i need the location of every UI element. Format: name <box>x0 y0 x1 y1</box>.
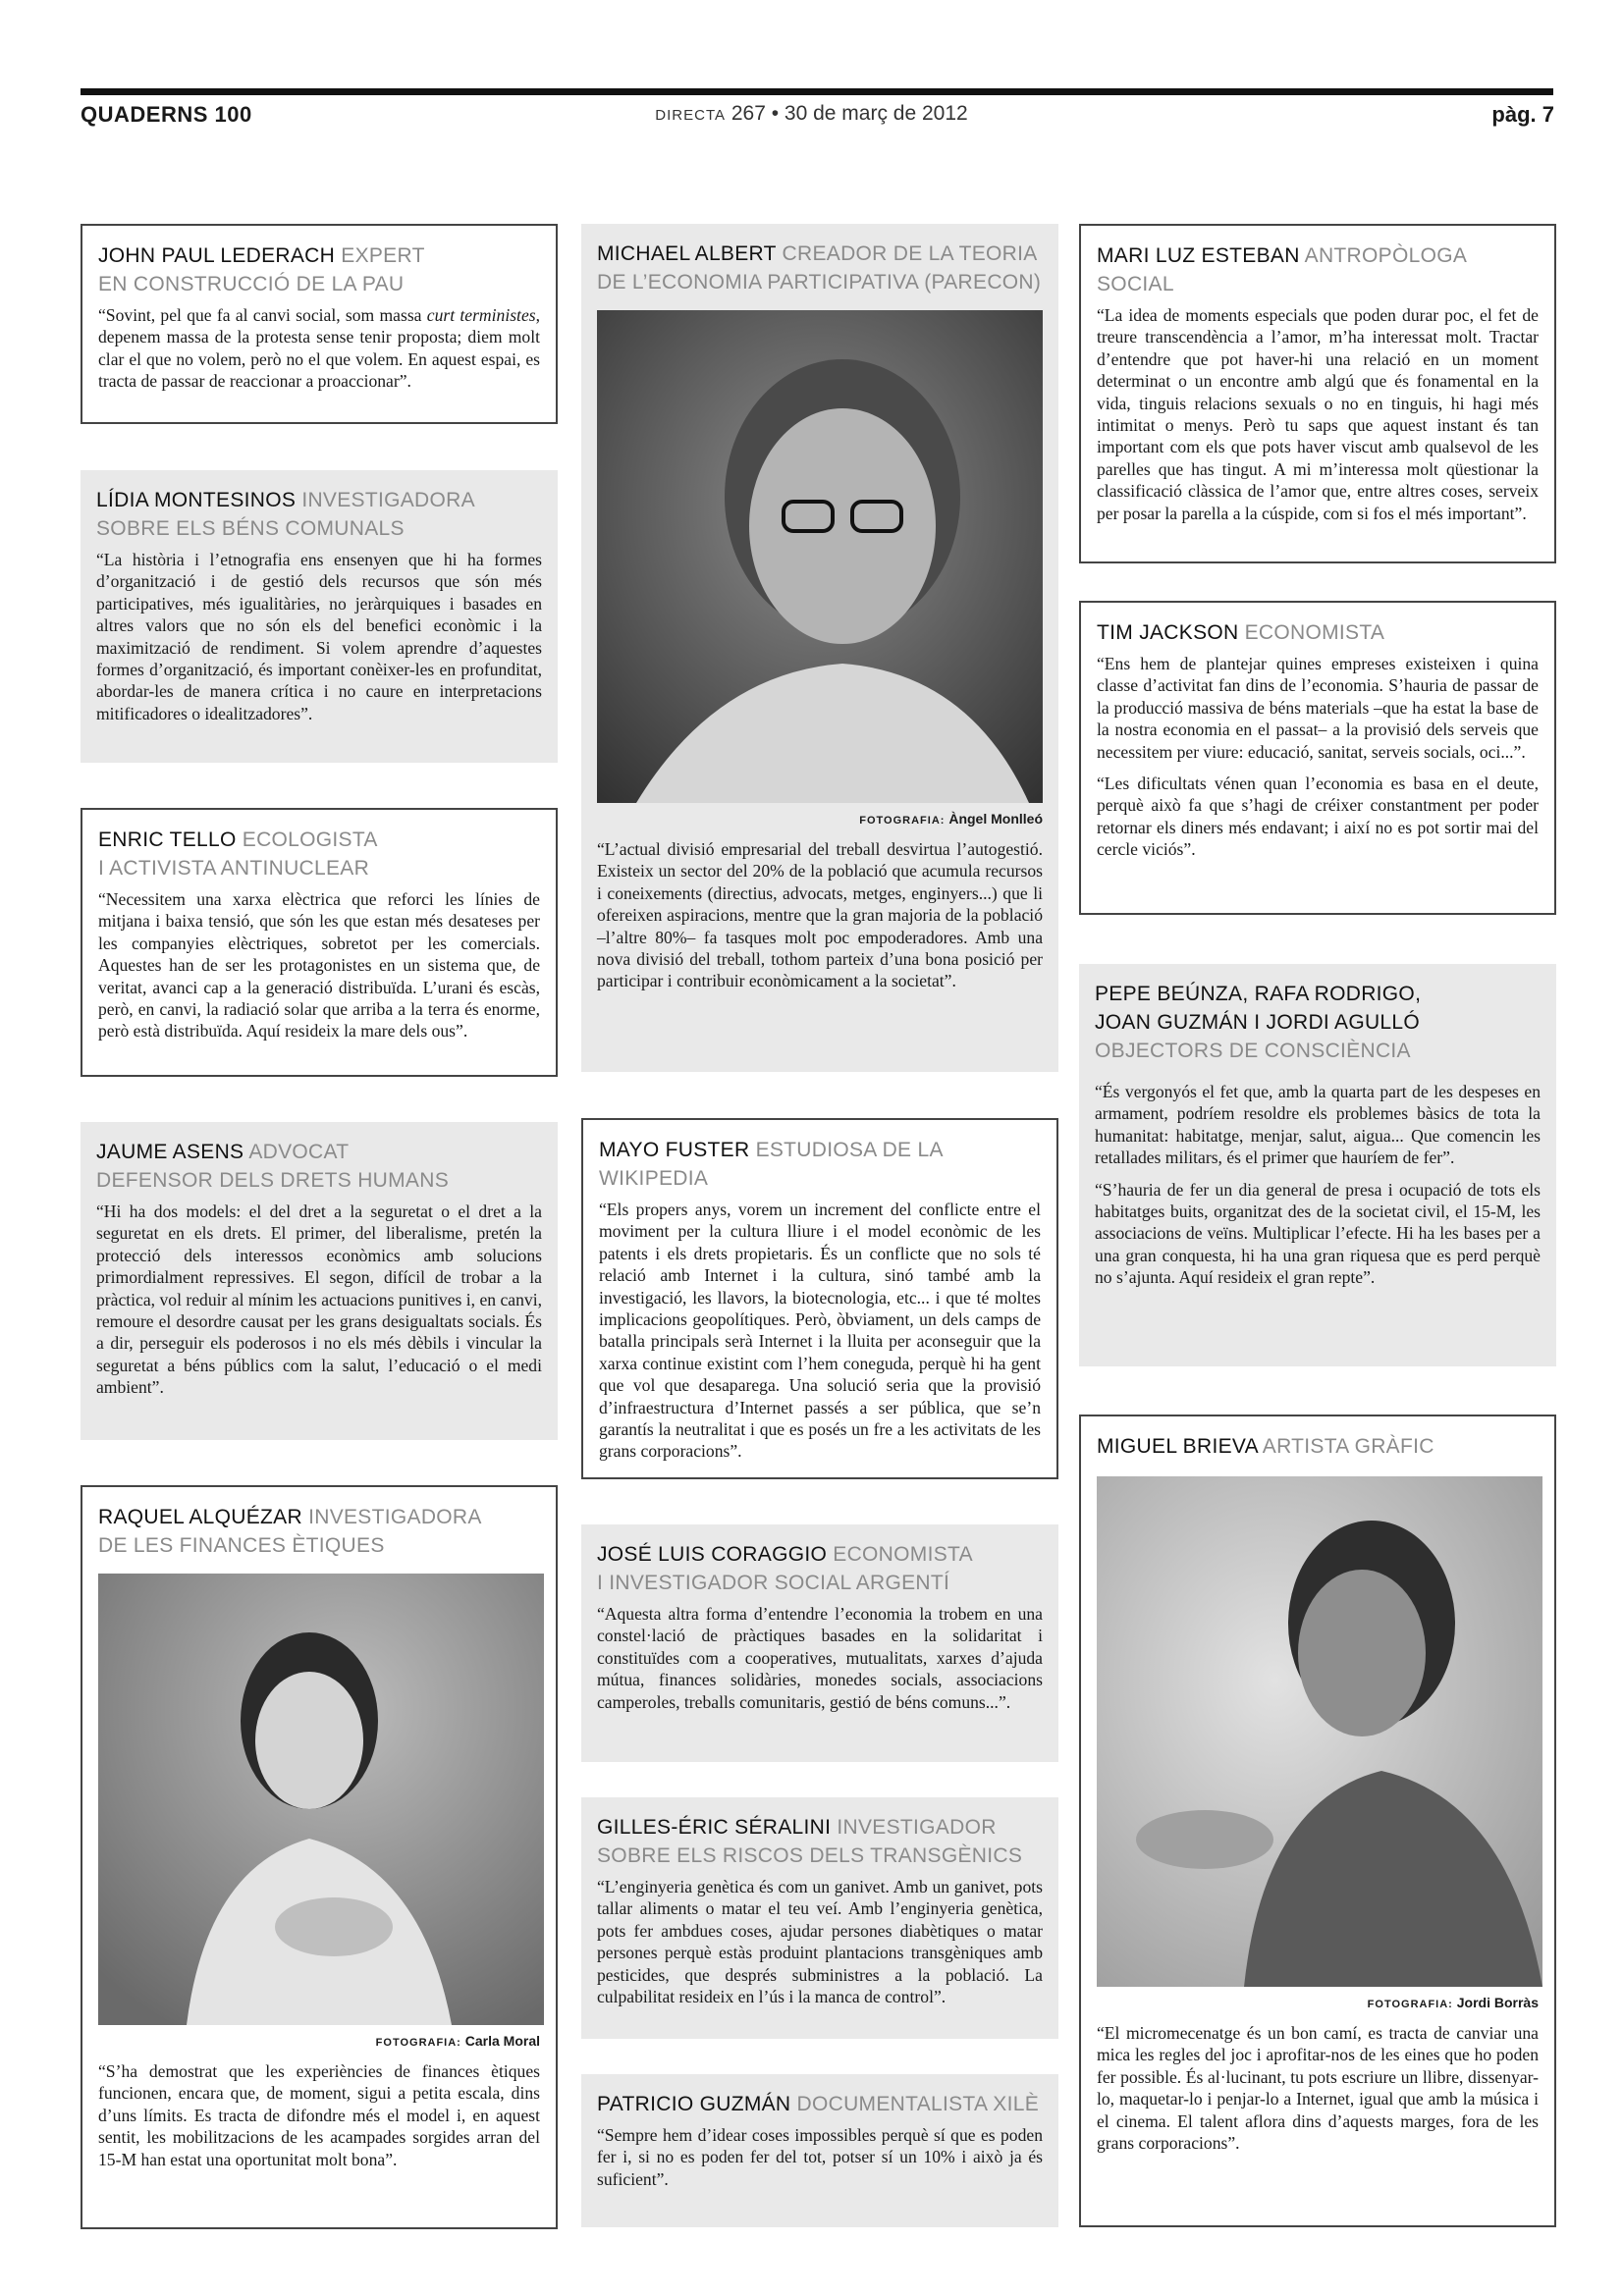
article-quote: “S’ha demostrat que les experiències de finances ètiques funcionen, encara que, de moment, sigui a petita escala, dins d’uns límits. Es tracta de difondre més el model i, en aquest sentit, les mobilitzacions de les acampades sorgides arran del 15-M han estat una oportunitat molt bona”. <box>98 2061 540 2169</box>
article-quote: “S’hauria de fer un dia general de presa i ocupació de tots els habitatges buits, organitzat des de la societat civil, el 15-M, les associacions de veïns. Multiplicar l’efecte. Hi ha les bases per a una gran conquesta, hi ha una gran riquesa que es perd perquè no s’ajunta. Aquí resideix el gran repte”. <box>1095 1179 1541 1288</box>
article-lederach <box>81 224 558 424</box>
article-albert <box>581 224 1058 1072</box>
portrait-photo <box>98 1574 544 2025</box>
article-quote: “Les dificultats vénen quan l’economia es basa en el deute, perquè això fa que s’hagi de créixer constantment per poder retornar els diners més endavant; i així no es pot sortir mai del cercle viciós”. <box>1097 774 1539 860</box>
article-fuster <box>581 1118 1058 1479</box>
article-quote: “L’actual divisió empresarial del treball desvirtua l’autogestió. Existeix un sector del 20% de la població que acumula recursos i coneixements (directius, advocats, metges, enginyers...) que li ofereixen aspiracions, mentre que la gran majoria de la població –l’altre 80%– fa tasques molt poc empoderadores. Amb una nova divisió del treball, tothom parteix d’una bona posició per participar i contribuir econòmicament a la societat”. <box>597 839 1043 991</box>
article-quote: “Sovint, pel que fa al canvi social, som massa curt terministes, depenem massa de la protesta sense tenir proposta; diem molt clar el que no volem, però no el que volem. En aquest espai, es tracta de passar de reaccionar a proaccionar”. <box>98 305 541 392</box>
photo-credit: FOTOGRAFIA: Àngel Monlleó <box>859 811 1043 827</box>
article-quote: “La història i l’etnografia ens ensenyen que hi ha formes d’organització i de gestió dels recursos que són més participatives, més igualitàries, no jeràrquiques i basades en altres valors que no són els del benefici econòmic i la maximització de rendiment. Si volem aprendre d’aquestes formes d’organització, és important conèixer-les en profunditat, abordar-les de manera crítica i no caure en interpretacions mitificadores o idealitzadores”. <box>96 550 542 723</box>
article-quote: “La idea de moments especials que poden durar poc, el fet de treure transcendència a l’amor, m’ha interessat molt. Tractar d’entendre que pot haver-hi una relació en un moment determinat o un encontre amb algú que és fonamental en la vida, tinguis relacions sexuals o no en tinguis, hi hagi més intimitat o menys. Però tu saps que aquest instant és tan important com els que pots haver viscut amb qualsevol de les parelles que has tingut. A mi m’interessa molt qüestionar la classificació clàssica de l’amor que, entre altres coses, serveix per posar la parella a la cúspide, com si fos el més important”. <box>1097 305 1539 523</box>
article-heading: MICHAEL ALBERT CREADOR DE LA TEORIA DE L’ECONOMIA PARTICIPATIVA (PARECON) <box>597 242 1042 294</box>
photo-credit: FOTOGRAFIA: Jordi Borràs <box>1367 1995 1539 2010</box>
article-brieva <box>1079 1415 1556 2227</box>
article-montesinos <box>81 470 558 763</box>
article-heading: RAQUEL ALQUÉZAR INVESTIGADORA DE LES FINANCES ÈTIQUES <box>98 1506 482 1557</box>
issue-date: 267 • 30 de març de 2012 <box>730 102 968 125</box>
portrait-illustration <box>1097 1476 1542 1987</box>
article-seralini <box>581 1797 1058 2039</box>
header-rule <box>81 88 1553 95</box>
article-heading: TIM JACKSON ECONOMISTA <box>1097 621 1385 644</box>
portrait-photo <box>1097 1476 1542 1987</box>
article-heading: MIGUEL BRIEVA ARTISTA GRÀFIC <box>1097 1435 1434 1458</box>
article-heading: MAYO FUSTER ESTUDIOSA DE LA WIKIPEDIA <box>599 1139 943 1190</box>
photo-credit: FOTOGRAFIA: Carla Moral <box>375 2033 540 2049</box>
article-heading: GILLES-ÉRIC SÉRALINI INVESTIGADOR SOBRE ELS RISCOS DELS TRANSGÈNICS <box>597 1816 1023 1867</box>
article-tello <box>81 808 558 1077</box>
article-quote: “Hi ha dos models: el del dret a la seguretat o el dret a la seguretat en els drets. El primer, del liberalisme, pretén la protecció dels interessos econòmics amb solucions primordialment repressives. El segon, difícil de trobar a la pràctica, vol reduir al mínim les actuacions punitives i, en canvi, remoure el desordre causat per les grans desigualtats socials. És a dir, perseguir els poderosos i no els més dèbils i vincular la seguretat a béns públics com la salut, l’educació o el medi ambient”. <box>96 1201 542 1398</box>
article-heading: JOSÉ LUIS CORAGGIO ECONOMISTA I INVESTIGADOR SOCIAL ARGENTÍ <box>597 1543 973 1594</box>
article-quote: “Necessitem una xarxa elèctrica que reforci les línies de mitjana i baixa tensió, que són les que estan més desateses per les companyies elèctriques, sobretot per les comercials. Aquestes han de ser les protagonistes en un sistema que, de veritat, avanci cap a la generació distribuïda. L’urani és escàs, però, en canvi, la radiació solar que arriba a la terra és enorme, però està distribuïda. Aquí resideix la mare dels ous”. <box>98 889 540 1041</box>
article-quote: “L’enginyeria genètica és com un ganivet. Amb un ganivet, pots tallar aliments o matar el teu veí. Amb l’enginyeria genètica, pots fer ambdues coses, ajudar persones diabètiques o matar persones perquè estàs produint plantacions transgèniques amb pesticides, que després subministres a la població. La culpabilitat resideix en l’ús i la manca de control”. <box>597 1877 1043 2007</box>
section-title: QUADERNS 100 <box>81 102 252 127</box>
article-heading: PEPE BEÚNZA, RAFA RODRIGO, JOAN GUZMÁN I JORDI AGULLÓ OBJECTORS DE CONSCIÈNCIA <box>1095 983 1422 1062</box>
article-objectors <box>1079 964 1556 1366</box>
article-heading: LÍDIA MONTESINOS INVESTIGADORA SOBRE ELS BÉNS COMUNALS <box>96 489 475 540</box>
issue-info <box>0 102 1623 126</box>
article-heading: ENRIC TELLO ECOLOGISTA I ACTIVISTA ANTINUCLEAR <box>98 828 378 880</box>
article-heading: MARI LUZ ESTEBAN ANTROPÒLOGA SOCIAL <box>1097 244 1466 295</box>
article-quote: “Aquesta altra forma d’entendre l’economia la trobem en una constel·lació de pràctiques basades en la solidaritat i constituïdes com a cooperatives, mutualitats, xarxes d’ajuda mútua, finances solidàries, monedes socials, associacions camperoles, treballs comunitaris, gestió de béns comuns...”. <box>597 1604 1043 1712</box>
article-quote: “Els propers anys, vorem un increment del conflicte entre el moviment per la cultura lliure i el model econòmic de les patents i els drets propietaris. És un conflicte que no sols té relació amb Internet i la cultura, sinó també amb la investigació, les llavors, la biotecnologia, etc... i que té moltes implicacions geopolítiques. Però, òbviament, un dels camps de batalla principals serà Internet i la lluita per aconseguir que la xarxa continue existint com l’hem coneguda, perquè hi ha gent que vol que desaparega. Una solució seria que la provisió d’infraestructura d’Internet passés a ser pública, que se’n garantís la neutralitat i que es posés un fre a les activitats de les grans corporacions”. <box>599 1200 1041 1462</box>
article-heading: JAUME ASENS ADVOCAT DEFENSOR DELS DRETS HUMANS <box>96 1141 450 1192</box>
page-number: pàg. 7 <box>1491 102 1554 127</box>
article-jackson <box>1079 601 1556 915</box>
article-heading: JOHN PAUL LEDERACH EXPERT EN CONSTRUCCIÓ DE LA PAU <box>98 244 425 295</box>
article-asens <box>81 1122 558 1440</box>
article-heading: PATRICIO GUZMÁN DOCUMENTALISTA XILÈ <box>597 2093 1040 2115</box>
portrait-illustration <box>98 1574 544 2025</box>
article-alquezar <box>81 1485 558 2229</box>
article-coraggio <box>581 1524 1058 1762</box>
article-guzman <box>581 2074 1058 2227</box>
article-esteban <box>1079 224 1556 563</box>
publication-name: DIRECTA <box>655 107 727 124</box>
article-quote: “És vergonyós el fet que, amb la quarta part de les despeses en armament, podríem resoldre els problemes bàsics de tota la humanitat: habitatge, menjar, salut, aigua... Que comencin les retallades militars, és el primer que hauríem de fer”. <box>1095 1082 1541 1168</box>
article-quote: “Sempre hem d’idear coses impossibles perquè sí que es poden fer i, si no es poden fer del tot, potser sí un 10% i això ja és suficient”. <box>597 2125 1043 2189</box>
article-quote: “Ens hem de plantejar quines empreses existeixen i quina classe d’activitat fan dins de l’economia. S’hauria de passar de la producció massiva de béns materials –que ha estat la base de la nostra economia en el passat– a la provisió dels serveis que necessitem per viure: educació, sanitat, serveis socials, oci...”. <box>1097 654 1539 762</box>
article-quote: “El micromecenatge és un bon camí, es tracta de canviar una mica les regles del joc i aprofitar-nos de les eines que ho poden fer possible. És al·lucinant, tu pots escriure un llibre, dissenyar-lo, maquetar-lo i penjar-lo a Internet, igual que amb la música i el cinema. El talent aflora dins d’aquests marges, fora de les grans corporacions”. <box>1097 2023 1539 2154</box>
portrait-photo <box>597 310 1043 803</box>
portrait-illustration <box>597 310 1043 803</box>
